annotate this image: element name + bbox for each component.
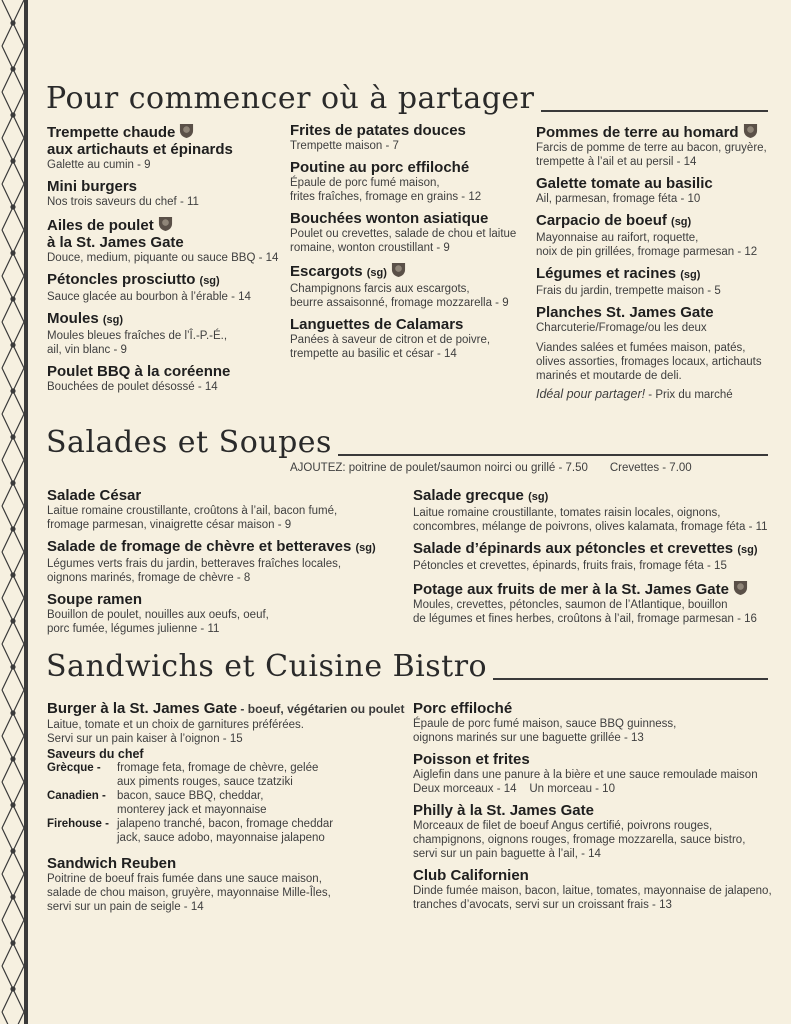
- item-name: Moules: [47, 310, 99, 327]
- border-ornament: [11, 619, 15, 623]
- flavour-row: [47, 817, 407, 845]
- item-name: Galette tomate au basilic: [536, 175, 713, 192]
- item-name: Escargots: [290, 263, 363, 280]
- salads-left-column: [47, 487, 407, 642]
- item-description: Nos trois saveurs du chef - 11: [47, 196, 199, 208]
- item-description: Bouillon de poulet, nouilles aux oeufs, oeuf,: [47, 609, 269, 621]
- item-name: aux artichauts et épinards: [47, 141, 233, 158]
- item-description: Mayonnaise au raifort, roquette,: [536, 232, 699, 244]
- chef-flavours-title: Saveurs du chef: [47, 747, 144, 761]
- border-ornament: [2, 1012, 24, 1024]
- divider: [338, 454, 768, 456]
- item-description: Morceaux de filet de boeuf Angus certifié, poivrons rouges,: [413, 820, 713, 832]
- flavour-desc: aux piments rouges, sauce tzatziki: [117, 776, 293, 788]
- item-description: romaine, wonton croustillant - 9: [290, 242, 450, 254]
- item-name: Poulet BBQ à la coréenne: [47, 363, 231, 380]
- shield-icon: [743, 122, 758, 139]
- border-ornament: [11, 665, 15, 669]
- menu-item: [536, 212, 776, 259]
- item-name: Potage aux fruits de mer à la St. James Gate: [413, 581, 729, 598]
- item-description: Moules, crevettes, pétoncles, saumon de l’Atlantique, bouillon: [413, 599, 728, 611]
- border-ornament: [11, 481, 15, 485]
- menu-item: [413, 540, 783, 573]
- add-on-text: AJOUTEZ: poitrine de poulet/saumon noirci ou grillé - 7.50: [290, 462, 588, 474]
- flavour-row: [47, 789, 407, 817]
- item-description: trempette à l’ail et au persil - 14: [536, 156, 697, 168]
- item-name: Trempette chaude: [47, 124, 176, 141]
- border-ornament: [11, 849, 15, 853]
- menu-item: [290, 159, 530, 204]
- border-ornament: [11, 21, 15, 25]
- item-description: Aiglefin dans une panure à la bière et une sauce remoulade maison: [413, 769, 758, 781]
- border-ornament: [11, 527, 15, 531]
- item-description: Farcis de pomme de terre au bacon, gruyère,: [536, 142, 767, 154]
- item-description: Frais du jardin, trempette maison - 5: [536, 285, 721, 297]
- menu-item: [290, 261, 530, 310]
- note-line: Viandes salées et fumées maison, patés,: [536, 342, 746, 354]
- share-note: [536, 387, 776, 402]
- gluten-free-tag: (sg): [528, 491, 549, 503]
- shield-icon: [733, 579, 748, 596]
- gluten-free-tag: (sg): [102, 314, 124, 326]
- gluten-free-tag: (sg): [199, 275, 220, 287]
- menu-item: [413, 751, 783, 796]
- border-ornament: [11, 67, 15, 71]
- border-ornament: [11, 573, 15, 577]
- sandwiches-left-column: [47, 700, 407, 920]
- border-ornament: [11, 435, 15, 439]
- starters-column-1: [47, 122, 282, 400]
- item-description: Ail, parmesan, fromage féta - 10: [536, 193, 701, 205]
- flavour-desc: monterey jack et mayonnaise: [117, 804, 267, 816]
- item-description: servi sur un pain de seigle - 14: [47, 901, 204, 913]
- item-name: Ailes de poulet: [47, 217, 154, 234]
- shield-icon: [391, 261, 406, 278]
- starters-column-2: [290, 122, 530, 367]
- border-ornament: [11, 251, 15, 255]
- menu-item: [413, 579, 783, 626]
- item-description: ail, vin blanc - 9: [47, 344, 127, 356]
- item-name: Légumes et racines: [536, 265, 677, 282]
- border-ornament: [11, 343, 15, 347]
- section-header-sandwiches: [46, 649, 768, 684]
- menu-item: [413, 867, 783, 912]
- item-description: oignons marinés sur une baguette grillée - 13: [413, 732, 644, 744]
- border-ornament: [11, 159, 15, 163]
- item-name: Salade de fromage de chèvre et betteraves: [47, 538, 352, 555]
- item-description: Charcuterie/Fromage/ou les deux: [536, 322, 707, 334]
- item-description: beurre assaisonné, fromage mozzarella - 9: [290, 297, 509, 309]
- item-description: Laitue, tomate et un choix de garnitures préférées.: [47, 719, 304, 731]
- sandwiches-right-column: [413, 700, 783, 918]
- flavour-desc: bacon, sauce BBQ, cheddar,: [117, 790, 264, 802]
- item-name: Poutine au porc effiloché: [290, 159, 470, 176]
- menu-item: [536, 304, 776, 335]
- item-description: frites fraîches, fromage en grains - 12: [290, 191, 482, 203]
- flavour-key: Grècque -: [47, 762, 101, 774]
- flavour-key: Firehouse -: [47, 818, 109, 830]
- border-ornament: [11, 803, 15, 807]
- item-name: Salade César: [47, 487, 142, 504]
- item-description: Sauce glacée au bourbon à l’érable - 14: [47, 291, 251, 303]
- menu-item: [47, 122, 282, 172]
- menu-item: [47, 855, 407, 914]
- item-description: salade de chou maison, gruyère, mayonnaise Mille-Îles,: [47, 887, 331, 899]
- note-line: marinés et moutarde de deli.: [536, 370, 682, 382]
- border-ornament: [11, 205, 15, 209]
- gluten-free-tag: (sg): [671, 216, 692, 228]
- item-description: fromage parmesan, vinaigrette césar maison - 9: [47, 519, 292, 531]
- menu-item: [47, 178, 282, 209]
- item-description: concombres, mélange de poivrons, olives kalamata, fromage féta - 11: [413, 521, 768, 533]
- section-title: Sandwichs et Cuisine Bistro: [46, 649, 488, 684]
- menu-item: [536, 265, 776, 298]
- item-name: Philly à la St. James Gate: [413, 802, 594, 819]
- shield-icon: [179, 122, 194, 139]
- flavour-desc: fromage feta, fromage de chèvre, gelée: [117, 762, 319, 774]
- menu-item: [290, 316, 530, 361]
- item-description: Champignons farcis aux escargots,: [290, 283, 470, 295]
- menu-item: [290, 210, 530, 255]
- divider: [493, 678, 768, 680]
- item-variants: - boeuf, végétarien ou poulet: [237, 702, 405, 716]
- item-description: champignons, oignons rouges, fromage mozzarella, sauce bistro,: [413, 834, 746, 846]
- note-line: olives assorties, fromages locaux, artichauts: [536, 356, 762, 368]
- menu-item: [413, 487, 783, 534]
- item-name: Pommes de terre au homard: [536, 124, 739, 141]
- item-description: Épaule de porc fumé maison,: [290, 177, 440, 189]
- planches-note: [536, 341, 776, 383]
- item-name: Sandwich Reuben: [47, 855, 177, 872]
- border-ornament: [11, 389, 15, 393]
- menu-item: [536, 175, 776, 206]
- gluten-free-tag: (sg): [355, 542, 376, 554]
- item-description: Servi sur un pain kaiser à l’oignon - 15: [47, 733, 243, 745]
- item-name: à la St. James Gate: [47, 234, 184, 251]
- item-name: Salade d’épinards aux pétoncles et crevettes: [413, 540, 734, 557]
- item-name: Pétoncles prosciutto: [47, 271, 196, 288]
- share-label: Idéal pour partager!: [536, 387, 646, 401]
- item-description: Légumes verts frais du jardin, betteraves fraîches locales,: [47, 558, 342, 570]
- item-name: Languettes de Calamars: [290, 316, 464, 333]
- border-ornament: [11, 941, 15, 945]
- gluten-free-tag: (sg): [737, 544, 758, 556]
- menu-item: [47, 591, 407, 636]
- flavour-desc: jack, sauce adobo, mayonnaise jalapeno: [117, 832, 325, 844]
- section-header-salads: [46, 425, 768, 460]
- item-description: Moules bleues fraîches de l’Î.-P.-É.,: [47, 330, 228, 342]
- menu-item: [413, 700, 783, 745]
- item-name: Mini burgers: [47, 178, 138, 195]
- item-name: Porc effiloché: [413, 700, 513, 717]
- item-description: tranches d’avocats, servi sur un croissant frais - 13: [413, 899, 672, 911]
- item-description: Dinde fumée maison, bacon, laitue, tomates, mayonnaise de jalapeno,: [413, 885, 772, 897]
- salads-right-column: [413, 487, 783, 632]
- flavour-key: Canadien -: [47, 790, 106, 802]
- item-description: Pétoncles et crevettes, épinards, fruits frais, fromage féta - 15: [413, 560, 727, 572]
- item-name: Bouchées wonton asiatique: [290, 210, 489, 227]
- add-on-line: [290, 462, 692, 474]
- item-name: Soupe ramen: [47, 591, 143, 608]
- add-on-text: Crevettes - 7.00: [609, 462, 692, 474]
- item-description: Poitrine de boeuf frais fumée dans une sauce maison,: [47, 873, 322, 885]
- item-description: Panées à saveur de citron et de poivre,: [290, 334, 491, 346]
- item-name: Club Californien: [413, 867, 529, 884]
- section-title: Salades et Soupes: [46, 425, 332, 460]
- item-description: Épaule de porc fumé maison, sauce BBQ guinness,: [413, 718, 677, 730]
- item-name: Frites de patates douces: [290, 122, 466, 139]
- item-description: Laitue romaine croustillante, croûtons à l’ail, bacon fumé,: [47, 505, 338, 517]
- item-description: servi sur un pain baguette à l’ail, - 14: [413, 848, 601, 860]
- menu-item: [47, 271, 282, 304]
- item-description: Laitue romaine croustillante, tomates raisin locales, oignons,: [413, 507, 721, 519]
- item-description: Bouchées de poulet désossé - 14: [47, 381, 218, 393]
- border-ornament: [11, 987, 15, 991]
- flavour-row: [47, 761, 407, 789]
- item-description: Galette au cumin - 9: [47, 159, 151, 171]
- menu-item: [413, 802, 783, 861]
- share-price: - Prix du marché: [645, 389, 733, 401]
- item-description: noix de pin grillées, fromage parmesan - 12: [536, 246, 758, 258]
- menu-item: [47, 487, 407, 532]
- item-description: oignons marinés, fromage de chèvre - 8: [47, 572, 251, 584]
- border-ornament: [11, 297, 15, 301]
- item-description: Trempette maison - 7: [290, 140, 399, 152]
- border-ornament: [11, 895, 15, 899]
- section-title: Pour commencer où à partager: [46, 81, 535, 116]
- gluten-free-tag: (sg): [366, 267, 387, 279]
- menu-item: [290, 122, 530, 153]
- menu-item: [47, 538, 407, 585]
- gluten-free-tag: (sg): [680, 269, 701, 281]
- decorative-border: [0, 0, 30, 1024]
- border-ornament: [11, 757, 15, 761]
- item-name: Poisson et frites: [413, 751, 530, 768]
- menu-item: [47, 215, 282, 265]
- flavour-desc: jalapeno tranché, bacon, fromage cheddar: [117, 818, 334, 830]
- section-header-starters: [46, 81, 768, 116]
- border-ornament: [11, 113, 15, 117]
- border-ornament: [11, 711, 15, 715]
- item-name: Burger à la St. James Gate: [47, 700, 238, 717]
- menu-item: [47, 310, 282, 357]
- menu-item: [536, 122, 776, 169]
- menu-item: [47, 363, 282, 394]
- starters-column-3: [536, 122, 776, 402]
- item-description: Poulet ou crevettes, salade de chou et laitue: [290, 228, 517, 240]
- item-name: Carpacio de boeuf: [536, 212, 667, 229]
- item-description: trempette au basilic et césar - 14: [290, 348, 457, 360]
- shield-icon: [158, 215, 173, 232]
- item-description: Deux morceaux - 14 Un morceau - 10: [413, 783, 615, 795]
- item-name: Planches St. James Gate: [536, 304, 714, 321]
- item-name: Salade grecque: [413, 487, 524, 504]
- divider: [541, 110, 768, 112]
- item-description: de légumes et fines herbes, croûtons à l’ail, fromage parmesan - 16: [413, 613, 757, 625]
- item-description: porc fumée, légumes julienne - 11: [47, 623, 220, 635]
- item-description: Douce, medium, piquante ou sauce BBQ - 14: [47, 252, 279, 264]
- menu-item: [47, 700, 407, 845]
